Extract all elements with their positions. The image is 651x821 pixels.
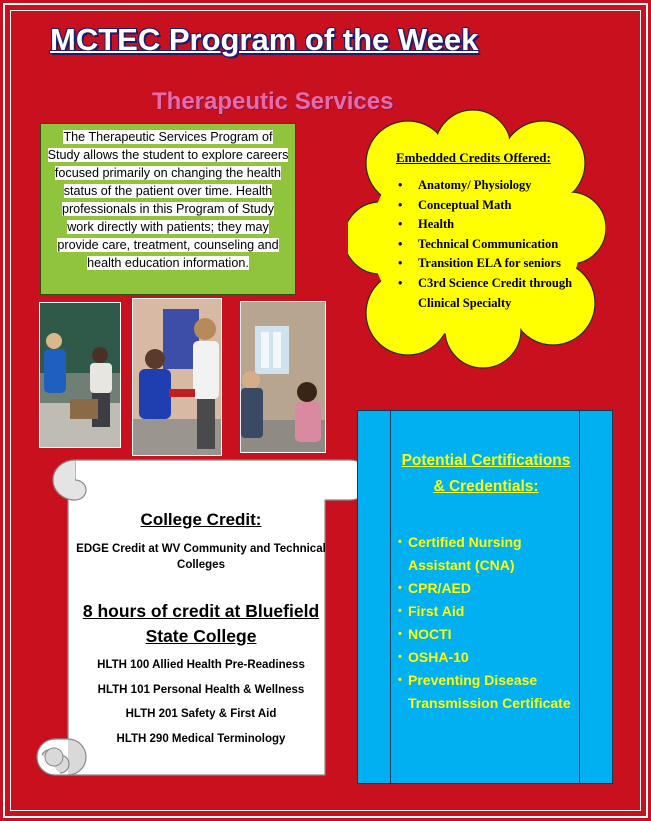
program-description-box [40,123,296,295]
list-item [396,254,586,274]
course-item: HLTH 101 Personal Health & Wellness [97,683,305,696]
course-item: HLTH 290 Medical Terminology [116,732,286,745]
college-credit [72,510,330,751]
credit-label: C3rd Science Credit through Clinical Specialty [418,275,573,310]
page-title: MCTEC Program of the Week [50,22,479,57]
certifications-box [357,410,613,784]
list-item [398,577,584,600]
certification-label: Preventing Disease Transmission Certificate [408,672,571,711]
bullet-icon: • [398,628,402,640]
divider [390,411,391,783]
credit-hours-heading: 8 hours of credit at Bluefield State College [82,601,320,646]
embedded-credits-heading: Embedded Credits Offered: [396,150,551,165]
certification-label: OSHA-10 [408,649,469,665]
bullet-icon: • [398,256,403,271]
certification-label: Certified Nursing Assistant (CNA) [408,534,522,573]
bullet-icon: • [398,651,402,663]
credit-label: Anatomy/ Physiology [418,178,532,192]
program-description-text: The Therapeutic Services Program of Study allows the student to explore careers focused primarily on changing the health status of the patient over time. Health professionals in this Program of Study work directly with patients; they may provide care, treatment, counseling and health education information. [47,130,289,270]
bullet-icon: • [398,197,403,212]
credit-label: Transition ELA for seniors [418,256,561,271]
classroom-photo-2 [132,298,222,456]
classroom-photo-1 [39,302,121,448]
course-item: HLTH 100 Allied Health Pre-Readiness [97,659,305,671]
list-item [398,623,584,646]
certifications-list [398,531,584,715]
bullet-icon: • [398,536,402,548]
bullet-icon: • [398,275,403,290]
credit-label: Conceptual Math [418,197,512,212]
classroom-photo-3 [240,301,326,453]
certification-label: NOCTI [408,626,452,642]
college-credit-heading: College Credit: [140,510,262,529]
edge-credit-text: EDGE Credit at WV Community and Technical Colleges [76,543,326,571]
certification-label: CPR/AED [408,580,472,596]
list-item [396,274,586,313]
certifications-heading: Potential Certifications & Credentials: [401,452,571,495]
list-item [398,531,584,577]
bullet-icon: • [398,674,402,686]
bullet-icon: • [398,217,403,232]
bullet-icon: • [398,582,402,594]
list-item [396,176,586,196]
list-item [396,235,586,255]
list-item [398,600,584,623]
list-item [398,646,584,669]
embedded-credits-list [396,176,586,313]
bullet-icon: • [398,605,402,617]
credit-label: Technical Communication [418,236,559,251]
list-item [396,215,586,235]
embedded-credits [396,150,586,313]
certification-label: First Aid [408,603,465,619]
bullet-icon: • [398,236,403,251]
credit-label: Health [418,217,455,232]
course-item: HLTH 201 Safety & First Aid [125,708,277,721]
list-item [398,669,584,715]
bullet-icon: • [398,178,403,192]
program-subtitle: Therapeutic Services [152,88,394,115]
list-item [396,196,586,216]
